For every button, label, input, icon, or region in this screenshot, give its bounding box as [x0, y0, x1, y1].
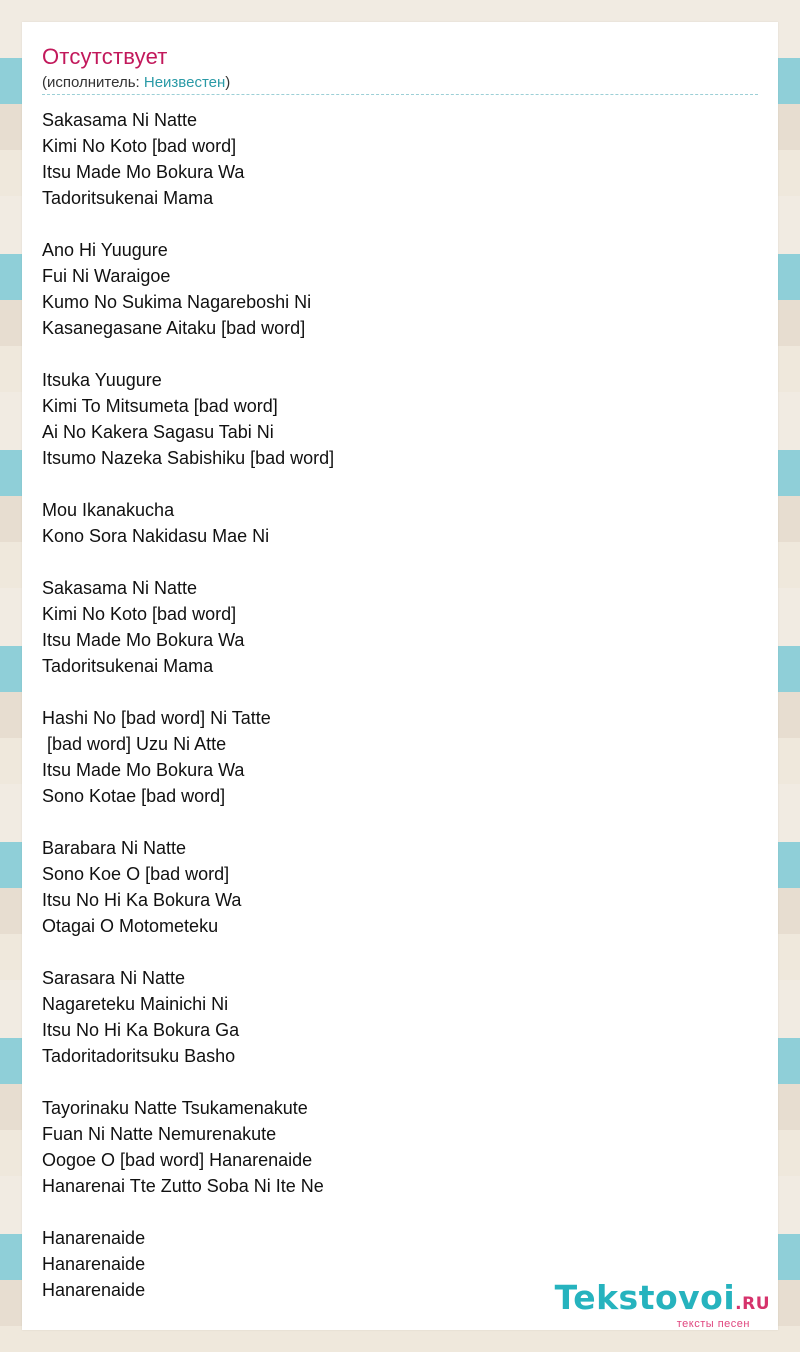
lyric-blank-line — [42, 679, 334, 705]
lyric-line: Tayorinaku Natte Tsukamenakute — [42, 1098, 308, 1118]
lyric-line: Mou Ikanakucha — [42, 500, 175, 520]
lyric-line: Sono Koe O [bad word] — [42, 864, 230, 884]
lyric-line: [bad word] Uzu Ni Atte — [42, 734, 227, 754]
lyric-blank-line — [42, 341, 334, 367]
lyric-blank-line — [42, 211, 334, 237]
lyric-line: Hanarenai Tte Zutto Soba Ni Ite Ne — [42, 1176, 324, 1196]
lyric-line: Hanarenaide — [42, 1228, 146, 1248]
lyrics-text — [42, 107, 334, 1303]
lyric-blank-line — [42, 1199, 334, 1225]
lyric-line: Kono Sora Nakidasu Mae Ni — [42, 526, 270, 546]
lyric-line: Hanarenaide — [42, 1254, 146, 1274]
lyric-line: Kasanegasane Aitaku [bad word] — [42, 318, 306, 338]
lyric-line: Itsumo Nazeka Sabishiku [bad word] — [42, 448, 335, 468]
lyric-line: Kimi No Koto [bad word] — [42, 604, 237, 624]
lyric-line: Kimi To Mitsumeta [bad word] — [42, 396, 278, 416]
lyric-line: Sarasara Ni Natte — [42, 968, 186, 988]
lyric-line: Oogoe O [bad word] Hanarenaide — [42, 1150, 313, 1170]
artist-suffix: ) — [225, 74, 231, 91]
lyric-line: Tadoritadoritsuku Basho — [42, 1046, 236, 1066]
lyric-blank-line — [42, 1069, 334, 1095]
lyric-line: Ai No Kakera Sagasu Tabi Ni — [42, 422, 274, 442]
lyric-blank-line — [42, 471, 334, 497]
logo-wordmark — [554, 1278, 770, 1321]
lyric-line: Itsu No Hi Ka Bokura Wa — [42, 890, 242, 910]
lyric-line: Itsu Made Mo Bokura Wa — [42, 630, 245, 650]
lyric-line: Itsu Made Mo Bokura Wa — [42, 760, 245, 780]
lyric-blank-line — [42, 939, 334, 965]
lyric-line: Nagareteku Mainichi Ni — [42, 994, 229, 1014]
lyric-line: Itsu Made Mo Bokura Wa — [42, 162, 245, 182]
logo-main-text: Tekstovoi — [554, 1278, 736, 1317]
lyric-line: Ano Hi Yuugure — [42, 240, 168, 260]
artist-link[interactable]: Неизвестен — [143, 74, 226, 91]
lyric-blank-line — [42, 549, 334, 575]
lyric-line: Hashi No [bad word] Ni Tatte — [42, 708, 271, 728]
logo-tld: .RU — [735, 1294, 770, 1314]
lyric-line: Itsu No Hi Ka Bokura Ga — [42, 1020, 240, 1040]
lyric-line: Itsuka Yuugure — [42, 370, 162, 390]
lyric-line: Sakasama Ni Natte — [42, 578, 198, 598]
lyric-line: Sono Kotae [bad word] — [42, 786, 226, 806]
lyric-line: Tadoritsukenai Mama — [42, 188, 214, 208]
lyric-blank-line — [42, 809, 334, 835]
artist-prefix: (исполнитель: — [42, 74, 144, 91]
lyric-line: Hanarenaide — [42, 1280, 146, 1300]
lyric-line: Tadoritsukenai Mama — [42, 656, 214, 676]
lyric-line: Kumo No Sukima Nagareboshi Ni — [42, 292, 312, 312]
lyric-line: Otagai O Motometeku — [42, 916, 219, 936]
lyric-line: Fuan Ni Natte Nemurenakute — [42, 1124, 277, 1144]
song-title: Отсутствует — [42, 44, 168, 69]
lyric-line: Fui Ni Waraigoe — [42, 266, 171, 286]
lyric-line: Barabara Ni Natte — [42, 838, 187, 858]
logo-tagline: тексты песен — [676, 1318, 750, 1330]
lyrics-card — [22, 22, 778, 1330]
lyric-line: Sakasama Ni Natte — [42, 110, 198, 130]
lyric-line: Kimi No Koto [bad word] — [42, 136, 237, 156]
artist-line — [42, 74, 758, 95]
site-logo[interactable] — [554, 1278, 770, 1330]
